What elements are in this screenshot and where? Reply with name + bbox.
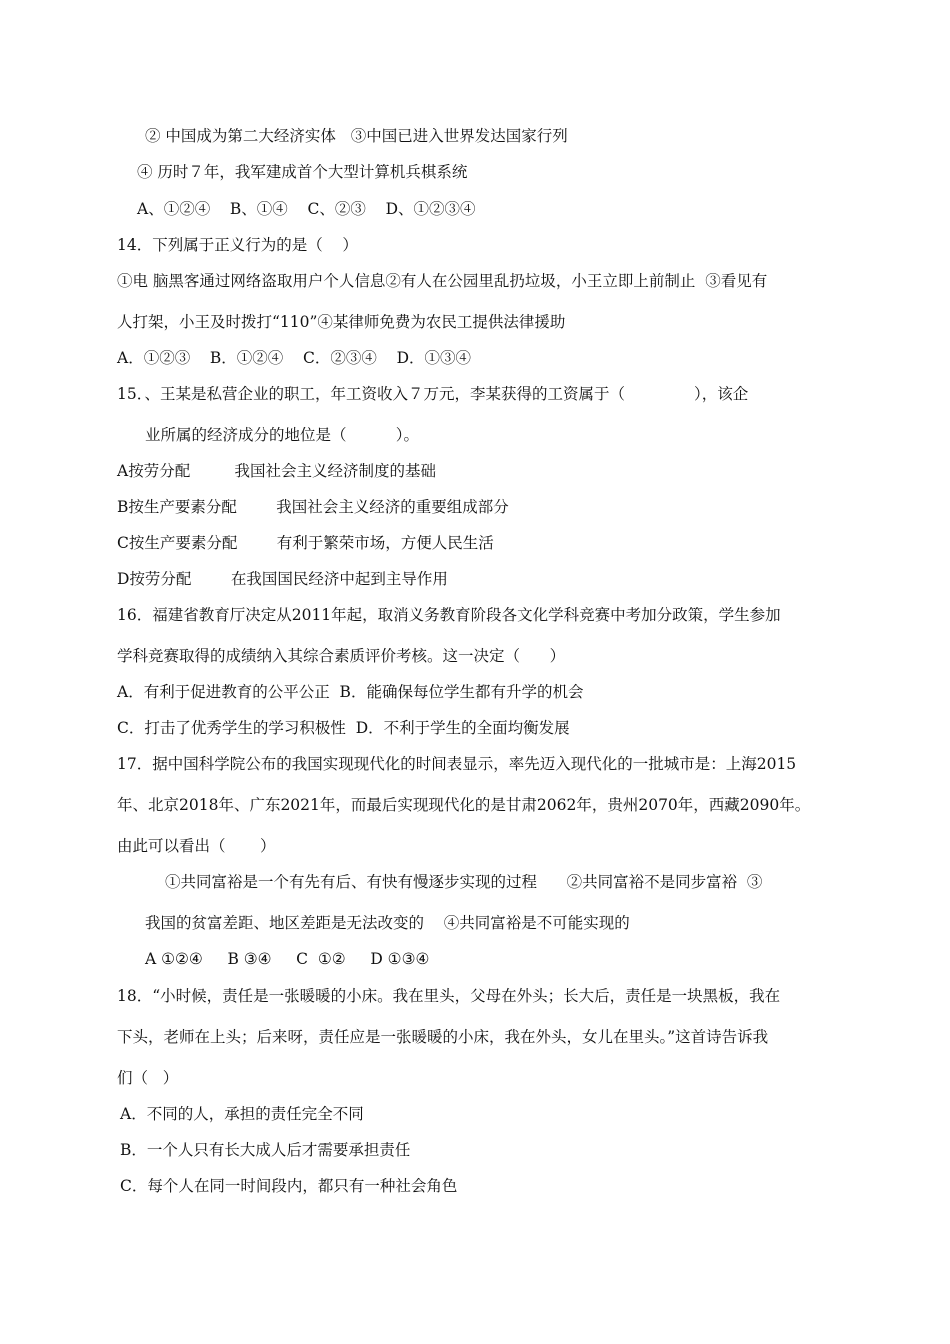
q17-options-line-2: 我国的贫富差距、地区差距是无法改变的 ④共同富裕是不可能实现的 (145, 914, 630, 932)
q13-answer-choices: A、①②④ B、①④ C、②③ D、①②③④ (137, 200, 476, 218)
q16-stem-line-2: 学科竞赛取得的成绩纳入其综合素质评价考核。这一决定（ ） (117, 647, 566, 665)
q13-options-line-2: ④ 历时７年，我军建成首个大型计算机兵棋系统 (137, 163, 468, 181)
q13-options-line-1: ② 中国成为第二大经济实体 ③中国已进入世界发达国家行列 (145, 127, 568, 145)
q18-option-c: C．每个人在同一时间段内，都只有一种社会角色 (120, 1177, 458, 1195)
q17-stem-line-2: 年、北京2018年、广东2021年，而最后实现现代化的是甘肃2062年，贵州2070年，西藏2090年。 (117, 796, 811, 814)
q17-stem-line-3: 由此可以看出（ ） (117, 837, 276, 855)
q15-option-d: D按劳分配 在我国国民经济中起到主导作用 (117, 570, 448, 588)
q15-option-b: B按生产要素分配 我国社会主义经济的重要组成部分 (117, 498, 509, 516)
q14-options-line-1: ①电 脑黑客通过网络盗取用户个人信息②有人在公园里乱扔垃圾，小王立即上前制止 ③看见有 (117, 272, 768, 290)
q15-option-a: A按劳分配 我国社会主义经济制度的基础 (117, 462, 437, 480)
q16-options-ab: A．有利于促进教育的公平公正 B．能确保每位学生都有升学的机会 (117, 683, 584, 701)
q18-stem-line-2: 下头，老师在上头；后来呀，责任应是一张暖暖的小床，我在外头，女儿在里头。”这首诗告诉我 (117, 1028, 769, 1046)
q15-stem-line-2: 业所属的经济成分的地位是（ ）。 (145, 426, 420, 444)
q18-stem-line-1: 18．“小时候，责任是一张暖暖的小床。我在里头，父母在外头；长大后，责任是一块黑板，我在 (117, 987, 781, 1005)
q14-options-line-2: 人打架，小王及时拨打“110”④某律师免费为农民工提供法律援助 (117, 313, 566, 331)
q18-option-b: B．一个人只有长大成人后才需要承担责任 (120, 1141, 411, 1159)
q14-answer-choices: A．①②③ B．①②④ C．②③④ D．①③④ (117, 349, 471, 367)
q17-stem-line-1: 17．据中国科学院公布的我国实现现代化的时间表显示，率先迈入现代化的一批城市是：上海2015 (117, 755, 797, 773)
q18-option-a: A．不同的人，承担的责任完全不同 (120, 1105, 364, 1123)
q16-options-cd: C．打击了优秀学生的学习积极性 D．不利于学生的全面均衡发展 (117, 719, 570, 737)
q16-stem-line-1: 16．福建省教育厅决定从2011年起，取消义务教育阶段各文化学科竞赛中考加分政策，学生参加 (117, 606, 781, 624)
q18-stem-line-3: 们（ ） (117, 1069, 179, 1087)
q17-options-line-1: ①共同富裕是一个有先有后、有快有慢逐步实现的过程 ②共同富裕不是同步富裕 ③ (165, 873, 763, 891)
q15-option-c: C按生产要素分配 有利于繁荣市场，方便人民生活 (117, 534, 494, 552)
q14-stem: 14．下列属于正义行为的是（ ） (117, 236, 358, 254)
q17-answer-choices: A ①②④ B ③④ C ①② D ①③④ (145, 950, 430, 968)
q15-stem-line-1: 15．、王某是私营企业的职工，年工资收入７万元，李某获得的工资属于（ ），该企 (117, 385, 749, 403)
